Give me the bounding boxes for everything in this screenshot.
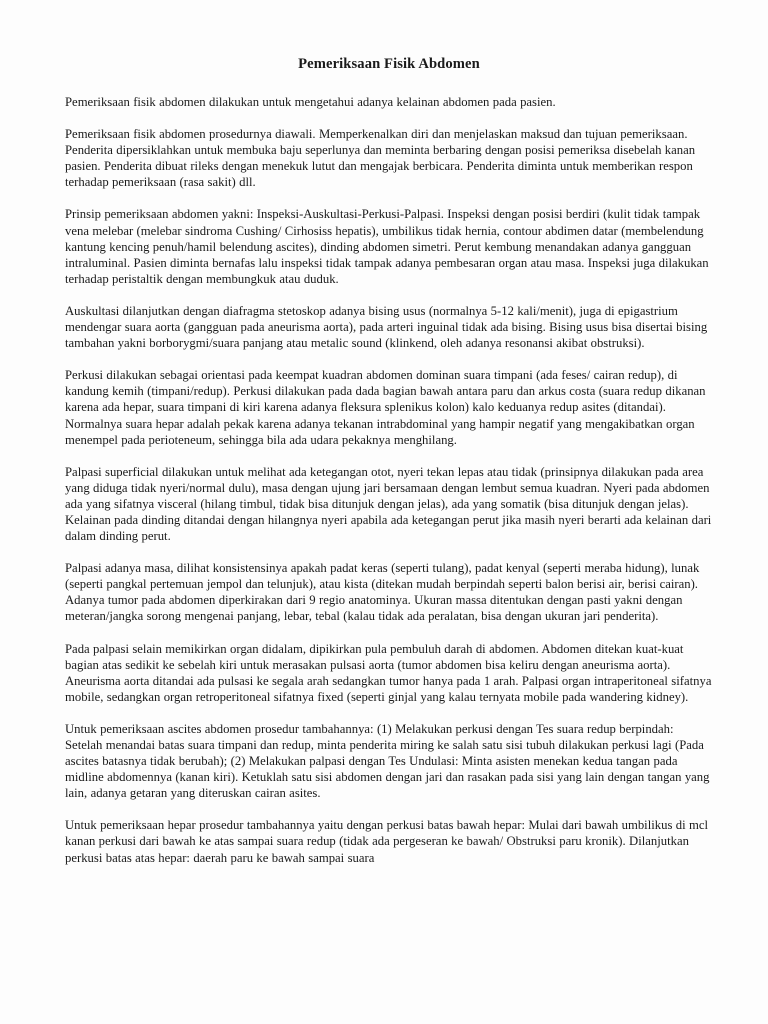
paragraph-mass-palpation: Palpasi adanya masa, dilihat konsistensinya apakah padat keras (seperti tulang), padat kenyal (seperti meraba hidung), lunak (seperti pangkal pertemuan jempol dan telunjuk), atau kista (ditekan mudah berpindah seperti balon berisi air, berisi cairan). Adanya tumor pada abdomen diperkirakan dari 9 regio anatominya. Ukuran massa ditentukan dengan pasti yakni dengan meteran/jangka sorong mengenai panjang, lebar, tebal (kalau tidak ada peralatan, bisa dengan ukuran jari penderita). (65, 561, 700, 624)
paragraph-procedure: Pemeriksaan fisik abdomen prosedurnya diawali. Memperkenalkan diri dan menjelaskan maksud dan tujuan pemeriksaan. Penderita dipersiklahkan untuk membuka baju seperlunya dan meminta berbaring dengan posisi pemeriksa disebelah kanan pasien. Penderita dibuat rileks dengan menekuk lutut dan mengajak berbicara. Penderita diminta untuk memberikan respon terhadap pemeriksaan (rasa sakit) dll. (65, 127, 696, 190)
paragraph-auscultation: Auskultasi dilanjutkan dengan diafragma stetoskop adanya bising usus (normalnya 5-12 kali/menit), juga di epigastrium mendengar suara aorta (gangguan pada aneurisma aorta), pada arteri inguinal tidak ada bising. Bising usus bisa disertai bising tambahan yakni borborygmi/suara panjang atau metalic sound (klinkend, oleh adanya resonansi akibat obstruksi). (65, 303, 708, 351)
paragraph-percussion: Perkusi dilakukan sebagai orientasi pada keempat kuadran abdomen dominan suara timpani (ada feses/ cairan redup), di kandung kemih (timpani/redup). Perkusi dilakukan pada dada bagian bawah antara paru dan arkus costa (suara redup dikanan karena ada hepar, suara timpani di kiri karena adanya fleksura splenikus kolon) kalo keduanya redup asites (ditandai). Normalnya suara hepar adalah pekak karena adanya tekanan intrabdominal yang hampir negatif yang mengakibatkan organ menempel pada perioteneum, sehingga bila ada udara pekaknya menghilang. (65, 368, 706, 447)
paragraph-ascites-exam: Untuk pemeriksaan ascites abdomen prosedur tambahannya: (1) Melakukan perkusi dengan Tes suara redup berpindah: Setelah menandai batas suara timpani dan redup, minta penderita miring ke salah satu sisi tubuh dilakukan perkusi lagi (Pada ascites batasnya tidak berubah); (2) Melakukan palpasi dengan Tes Undulasi: Minta asisten menekan kedua tangan pada midline abdomennya (kanan kiri). Ketuklah satu sisi abdomen dengan jari dan rasakan pada sisi yang lain dengan tangan yang lain, adanya getaran yang diteruskan cairan asites. (65, 721, 710, 801)
document-title: Pemeriksaan Fisik Abdomen (298, 56, 480, 72)
document-body (65, 54, 713, 882)
paragraph-inspection: Prinsip pemeriksaan abdomen yakni: Inspeksi-Auskultasi-Perkusi-Palpasi. Inspeksi dengan posisi berdiri (kulit tidak tampak vena melebar (melebar sindroma Cushing/ Cirhosiss hepatis), umbilikus tidak hernia, contour abdimen datar (membelendung kantung kencing penuh/hamil belendung ascites), dinding abdomen simetri. Perut kembung menandakan adanya gangguan intraluminal. Pasien diminta bernafas lalu inspeksi tidak tampak adanya pembesaran organ atau masa. Inspeksi juga dilakukan terhadap peristaltik dengan membungkuk atau duduk. (65, 207, 709, 286)
paragraph-vascular-palpation: Pada palpasi selain memikirkan organ didalam, dipikirkan pula pembuluh darah di abdomen. Abdomen ditekan kuat-kuat bagian atas sedikit ke sebelah kiri untuk merasakan pulsasi aorta (tumor abdomen bisa keliru dengan aneurisma aorta). Aneurisma aorta ditandai ada pulsasi ke segala arah sedangkan tumor hanya pada 1 arah. Palpasi organ intraperitoneal sifatnya mobile, sedangkan organ retroperitoneal sifatnya fixed (seperti ginjal yang kalau ternyata mobile pada wandering kidney). (65, 641, 712, 704)
paragraph-superficial-palpation: Palpasi superficial dilakukan untuk melihat ada ketegangan otot, nyeri tekan lepas atau tidak (prinsipnya dilakukan pada area yang diduga tidak nyeri/normal dulu), masa dengan ujung jari bersamaan dengan lembut semua kuadran. Nyeri pada abdomen ada yang sifatnya visceral (hilang timbul, tidak bisa ditunjuk dengan jelas), ada yang somatik (bisa ditunjuk dengan jelas). Kelainan pada dinding ditandai dengan hilangnya nyeri apabila ada ketegangan perut jika masih nyeri berarti ada kelainan dari dalam dinding perut. (65, 464, 712, 544)
paragraph-liver-exam: Untuk pemeriksaan hepar prosedur tambahannya yaitu dengan perkusi batas bawah hepar: Mulai dari bawah umbilikus di mcl kanan perkusi dari bawah ke atas sampai suara redup (tidak ada pergeseran ke bawah/ Obstruksi paru kronik). Dilanjutkan perkusi batas atas hepar: daerah paru ke bawah sampai suara (65, 818, 709, 865)
paragraph-intro: Pemeriksaan fisik abdomen dilakukan untuk mengetahui adanya kelainan abdomen pada pasien. (65, 95, 556, 109)
